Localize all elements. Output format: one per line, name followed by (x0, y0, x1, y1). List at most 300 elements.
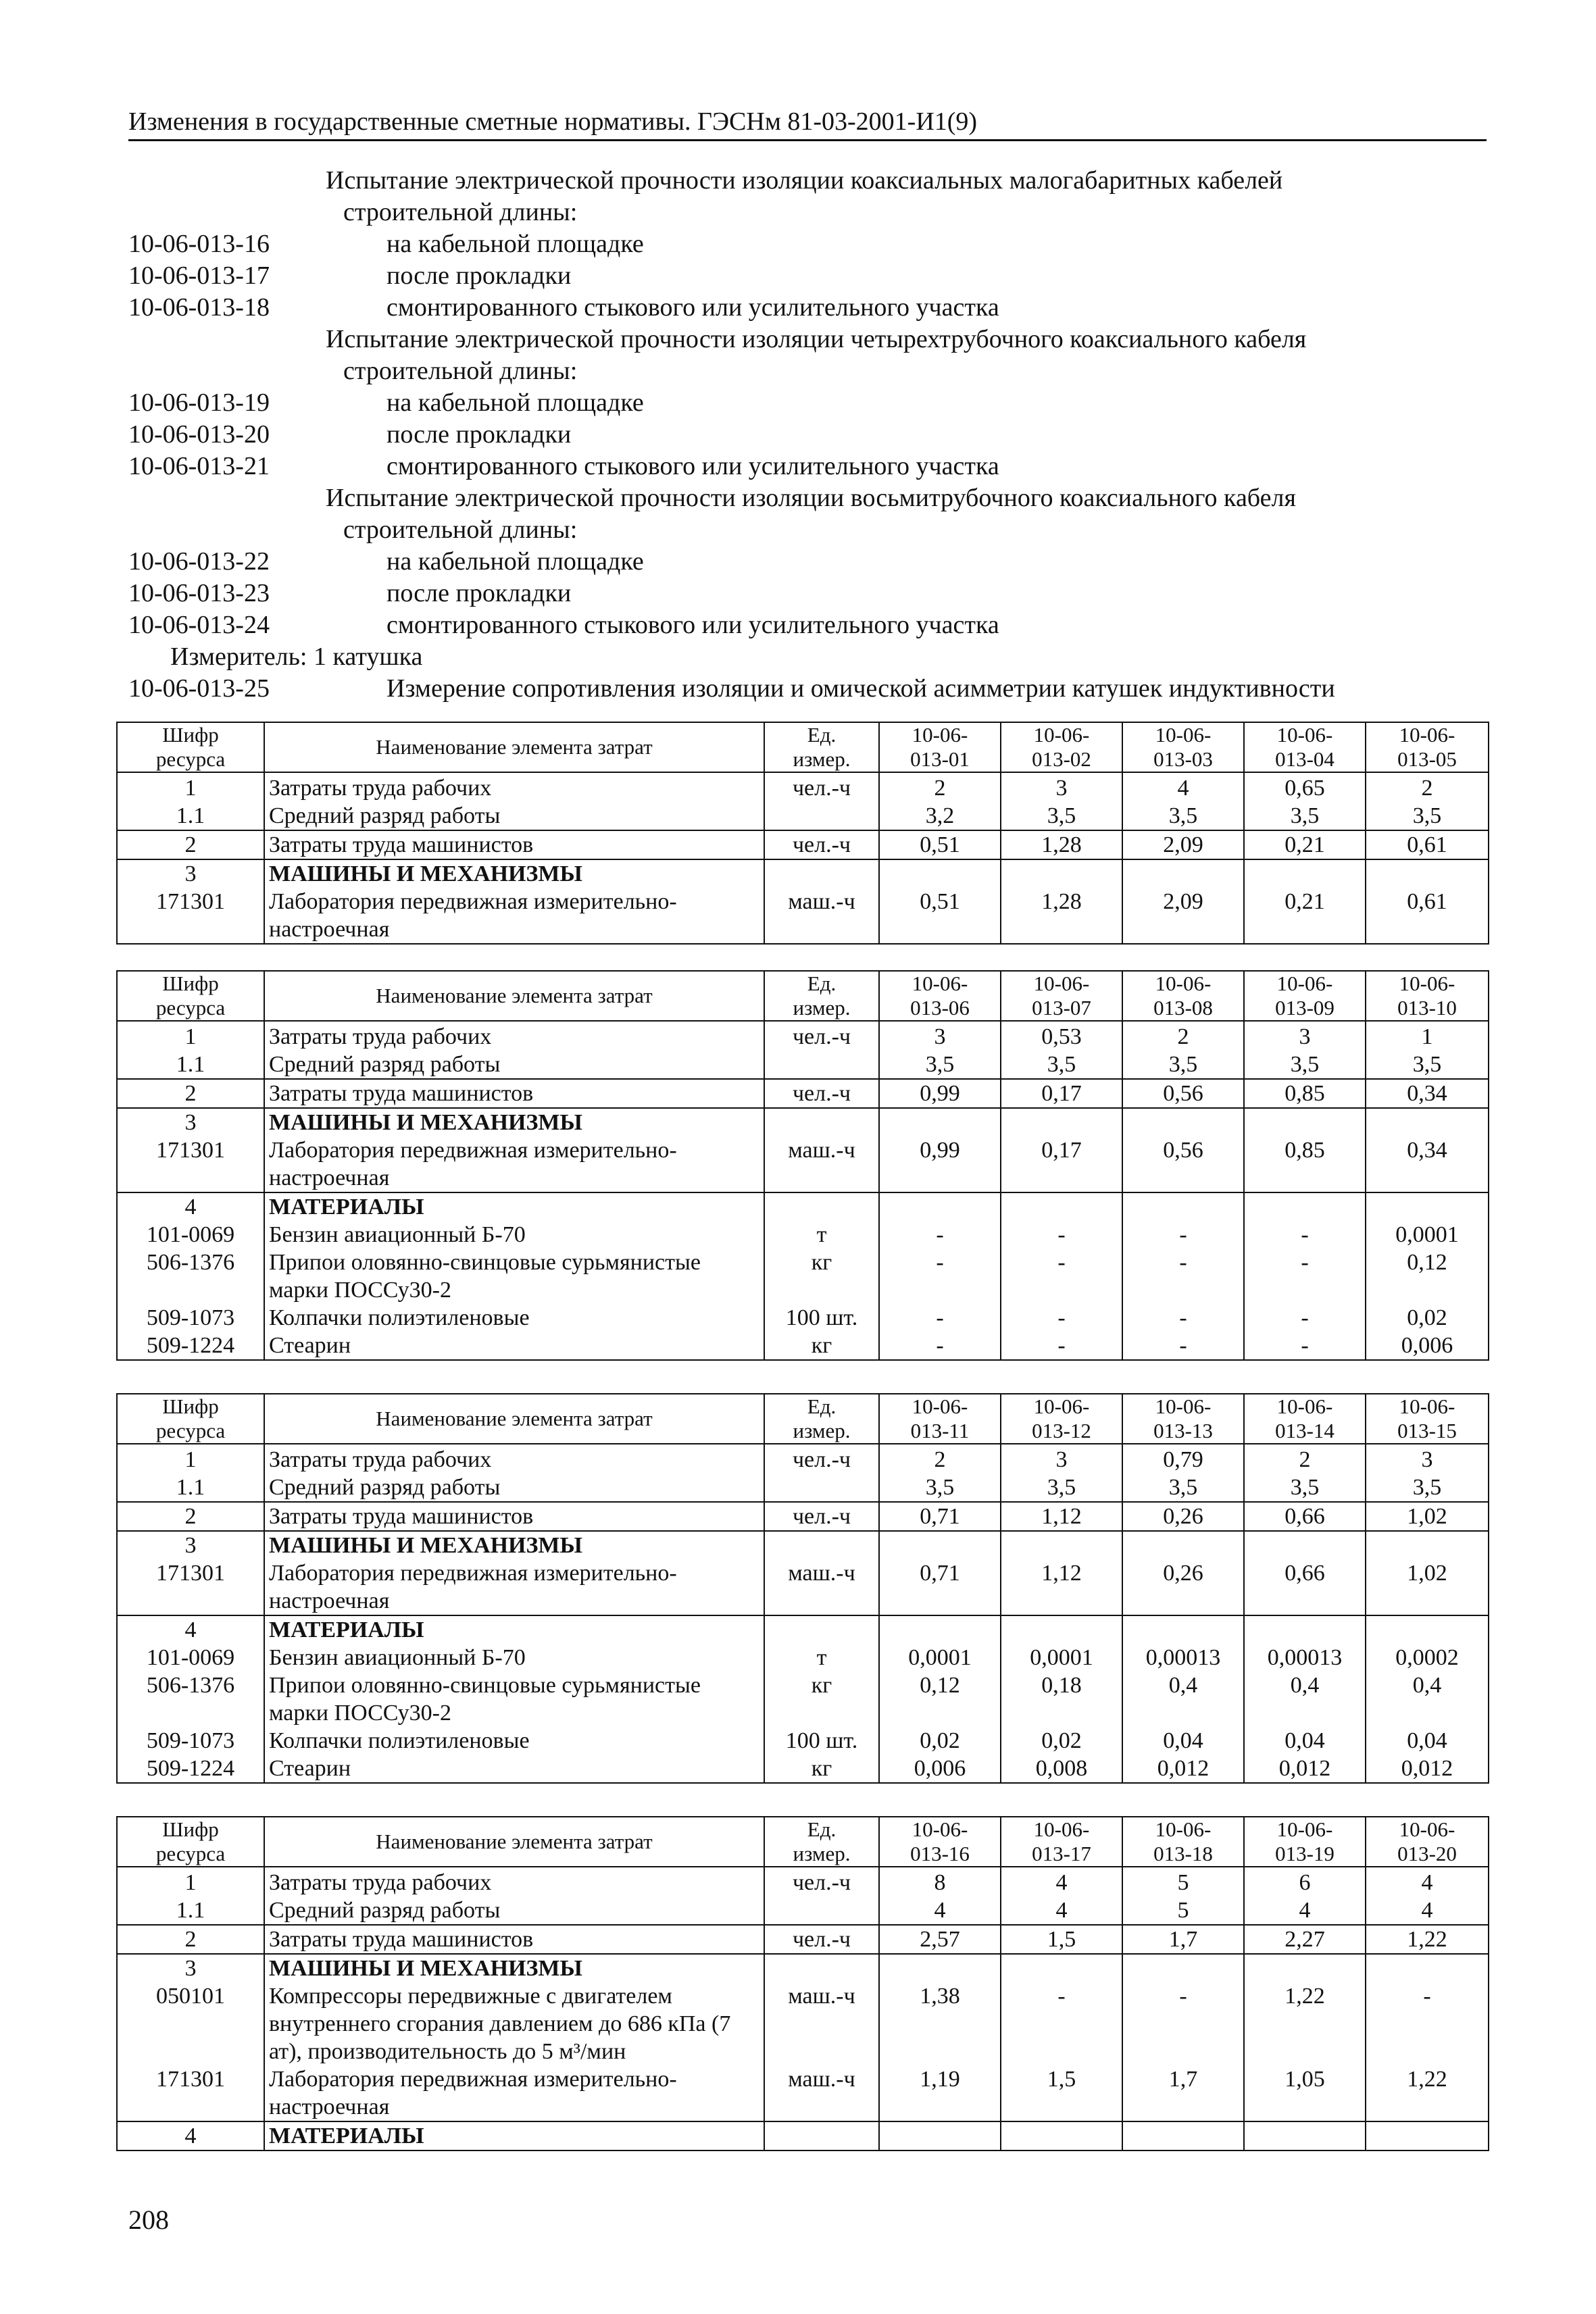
header-norm-column (1366, 1817, 1489, 1867)
group-desc-text: строительной длины: (343, 198, 578, 226)
header-unit (764, 971, 879, 1021)
row-code: 1 (117, 1867, 264, 1896)
measure-unit: Измеритель: 1 катушка (170, 643, 423, 671)
row-unit: т (764, 1644, 879, 1671)
table-row (117, 1502, 1489, 1531)
row-value: 0,18 (1001, 1671, 1122, 1727)
header-norm-prefix: 10-06- (912, 1394, 968, 1418)
row-value: - (1001, 1221, 1122, 1249)
row-name: Лаборатория передвижная измерительно-настроечная (264, 2065, 764, 2121)
row-value (1366, 2121, 1489, 2150)
norm-variant: после прокладки (386, 420, 572, 449)
norm-code-line (128, 419, 1487, 451)
header-norm-column (879, 971, 1001, 1021)
row-name: Лаборатория передвижная измерительно-настроечная (264, 1559, 764, 1615)
header-unit (764, 1817, 879, 1867)
row-value: 2 (879, 1444, 1001, 1474)
group-desc-line (128, 514, 1487, 546)
group-desc-line (128, 482, 1487, 514)
table-header-row (117, 1394, 1489, 1444)
row-unit: кг (764, 1249, 879, 1304)
table-row (117, 802, 1489, 830)
header-name: Наименование элемента затрат (264, 971, 764, 1021)
table-row (117, 1474, 1489, 1502)
row-value: 0,006 (879, 1755, 1001, 1783)
header-norm-column (1001, 971, 1122, 1021)
row-value: 0,56 (1122, 1079, 1244, 1108)
row-value: 3,2 (879, 802, 1001, 830)
row-code: 4 (117, 2121, 264, 2150)
row-value (1366, 1615, 1489, 1644)
row-code: 3 (117, 1954, 264, 1982)
header-code-l1: Шифр (162, 1817, 219, 1841)
row-value: 1,22 (1366, 1925, 1489, 1954)
row-unit (764, 1896, 879, 1925)
norm-variant: Измерение сопротивления изоляции и омической асимметрии катушек индуктивности (386, 674, 1335, 703)
header-norm-prefix: 10-06- (1276, 1817, 1333, 1841)
header-norm-column (1244, 971, 1366, 1021)
row-name: Колпачки полиэтиленовые (264, 1727, 764, 1755)
row-value: 0,0001 (879, 1644, 1001, 1671)
row-unit: чел.-ч (764, 1079, 879, 1108)
row-value: 0,85 (1244, 1079, 1366, 1108)
norm-code-line (128, 578, 1487, 609)
row-unit (764, 1531, 879, 1559)
group-desc-line (128, 355, 1487, 387)
row-value: - (1244, 1249, 1366, 1304)
row-value: 3,5 (1122, 1051, 1244, 1079)
row-value (1001, 2121, 1122, 2150)
row-value: - (879, 1332, 1001, 1360)
row-value: 0,34 (1366, 1136, 1489, 1192)
group-desc-text: строительной длины: (343, 357, 578, 385)
row-value: 3 (879, 1021, 1001, 1051)
row-unit: 100 шт. (764, 1304, 879, 1332)
header-norm-prefix: 10-06- (1033, 972, 1090, 995)
row-value: 1,28 (1001, 888, 1122, 944)
row-value: 0,4 (1122, 1671, 1244, 1727)
row-code: 171301 (117, 1136, 264, 1192)
row-code: 509-1224 (117, 1755, 264, 1783)
norm-code: 10-06-013-16 (128, 230, 270, 258)
header-norm-prefix: 10-06- (1276, 972, 1333, 995)
header-norm-suffix: 013-06 (910, 996, 970, 1020)
table-row (117, 1444, 1489, 1474)
row-value (1001, 1531, 1122, 1559)
row-value: 3,5 (1366, 802, 1489, 830)
norm-variant: смонтированного стыкового или усилительного участка (386, 452, 999, 480)
row-code: 2 (117, 1079, 264, 1108)
row-value: 0,4 (1244, 1671, 1366, 1727)
header-norm-prefix: 10-06- (1033, 1394, 1090, 1418)
norm-code: 10-06-013-18 (128, 293, 270, 322)
row-name: Затраты труда машинистов (264, 1079, 764, 1108)
header-code-l1: Шифр (162, 723, 219, 747)
row-name: Компрессоры передвижные с двигателем внутреннего сгорания давлением до 686 кПа (7 ат), производительность до 5 м³/мин (264, 1982, 764, 2065)
header-norm-prefix: 10-06- (1155, 723, 1212, 747)
row-value: 0,99 (879, 1079, 1001, 1108)
table-row (117, 2065, 1489, 2121)
norm-code-line (128, 546, 1487, 578)
row-value: 1,22 (1366, 2065, 1489, 2121)
header-norm-prefix: 10-06- (1399, 972, 1455, 995)
row-value (879, 1615, 1001, 1644)
row-value (1366, 1954, 1489, 1982)
header-code-l2: ресурса (155, 1842, 226, 1865)
row-value: 1,7 (1122, 2065, 1244, 2121)
header-norm-prefix: 10-06- (1155, 1817, 1212, 1841)
row-name: Средний разряд работы (264, 1896, 764, 1925)
norm-code: 10-06-013-24 (128, 611, 270, 639)
row-name: МАШИНЫ И МЕХАНИЗМЫ (264, 1108, 764, 1136)
row-code: 1.1 (117, 1051, 264, 1079)
row-value: 0,02 (879, 1727, 1001, 1755)
row-value (1001, 1108, 1122, 1136)
row-value: 0,0001 (1001, 1644, 1122, 1671)
row-value: 0,17 (1001, 1136, 1122, 1192)
row-value: 1,38 (879, 1982, 1001, 2065)
header-norm-prefix: 10-06- (912, 723, 968, 747)
row-value: 4 (1001, 1896, 1122, 1925)
norm-code-line (128, 609, 1487, 641)
row-code: 2 (117, 1502, 264, 1531)
row-value: 1,22 (1244, 1982, 1366, 2065)
table-row (117, 1559, 1489, 1615)
row-code: 4 (117, 1192, 264, 1221)
header-unit (764, 1394, 879, 1444)
header-norm-suffix: 013-15 (1397, 1419, 1457, 1442)
header-norm-prefix: 10-06- (1155, 972, 1212, 995)
row-value: 2 (879, 772, 1001, 802)
header-norm-suffix: 013-07 (1032, 996, 1091, 1020)
header-code (117, 1817, 264, 1867)
row-value: 0,79 (1122, 1444, 1244, 1474)
row-value: 1,02 (1366, 1559, 1489, 1615)
row-unit: чел.-ч (764, 772, 879, 802)
row-unit (764, 1615, 879, 1644)
header-norm-prefix: 10-06- (1399, 1817, 1455, 1841)
header-norm-prefix: 10-06- (1399, 1394, 1455, 1418)
table-row (117, 859, 1489, 888)
row-value: 1 (1366, 1021, 1489, 1051)
row-code: 1 (117, 772, 264, 802)
table-row (117, 1221, 1489, 1249)
row-value: 3,5 (879, 1051, 1001, 1079)
norm-variant: после прокладки (386, 579, 572, 607)
row-value: - (1122, 1304, 1244, 1332)
row-value: 1,02 (1366, 1502, 1489, 1531)
table-header-row (117, 1817, 1489, 1867)
table-row (117, 1982, 1489, 2065)
row-value (1122, 1615, 1244, 1644)
row-value (1366, 1531, 1489, 1559)
row-value: 3,5 (1366, 1051, 1489, 1079)
table-header-row (117, 722, 1489, 772)
row-value: - (1122, 1982, 1244, 2065)
row-value: 4 (1366, 1867, 1489, 1896)
row-value: 4 (1001, 1867, 1122, 1896)
measure-line (128, 641, 1487, 673)
row-code: 1 (117, 1444, 264, 1474)
row-value: 0,04 (1244, 1727, 1366, 1755)
row-value (1001, 1192, 1122, 1221)
row-value: 1,28 (1001, 830, 1122, 859)
row-value: 2,57 (879, 1925, 1001, 1954)
page-number: 208 (128, 2205, 169, 2235)
norm-code-line (128, 673, 1487, 705)
row-value: 0,008 (1001, 1755, 1122, 1783)
row-unit: чел.-ч (764, 1925, 879, 1954)
norm-code-line (128, 292, 1487, 324)
row-code: 1.1 (117, 1474, 264, 1502)
row-value: 4 (1366, 1896, 1489, 1925)
row-value (879, 2121, 1001, 2150)
row-value: 0,17 (1001, 1079, 1122, 1108)
row-name: Колпачки полиэтиленовые (264, 1304, 764, 1332)
row-code: 506-1376 (117, 1249, 264, 1304)
row-value: 0,61 (1366, 888, 1489, 944)
header-name: Наименование элемента затрат (264, 722, 764, 772)
row-value: 0,53 (1001, 1021, 1122, 1051)
row-value (1366, 859, 1489, 888)
header-norm-column (1001, 1817, 1122, 1867)
row-unit: кг (764, 1332, 879, 1360)
header-norm-column (1244, 1817, 1366, 1867)
table-row (117, 2121, 1489, 2150)
row-code: 509-1073 (117, 1727, 264, 1755)
row-unit (764, 1192, 879, 1221)
row-value: - (1122, 1249, 1244, 1304)
norm-variant: после прокладки (386, 261, 572, 290)
row-value: 2 (1366, 772, 1489, 802)
row-value (1244, 1192, 1366, 1221)
header-unit-l2: измер. (793, 996, 851, 1020)
resource-table (116, 970, 1489, 1361)
row-value: 3,5 (1001, 1474, 1122, 1502)
row-value: 0,04 (1122, 1727, 1244, 1755)
header-name: Наименование элемента затрат (264, 1817, 764, 1867)
row-code: 506-1376 (117, 1671, 264, 1727)
table-row (117, 1021, 1489, 1051)
header-norm-suffix: 013-18 (1153, 1842, 1213, 1865)
table-row (117, 772, 1489, 802)
row-value: 0,02 (1366, 1304, 1489, 1332)
header-unit-l1: Ед. (807, 1817, 837, 1841)
row-value (879, 1954, 1001, 1982)
header-unit-l1: Ед. (807, 972, 837, 995)
table-row (117, 1079, 1489, 1108)
header-norm-suffix: 013-09 (1275, 996, 1335, 1020)
header-norm-column (1001, 722, 1122, 772)
row-value (879, 1531, 1001, 1559)
row-value: - (1244, 1332, 1366, 1360)
row-value: 3,5 (1122, 1474, 1244, 1502)
header-code (117, 971, 264, 1021)
row-value: 0,56 (1122, 1136, 1244, 1192)
norm-variant: смонтированного стыкового или усилительного участка (386, 293, 999, 322)
header-norm-suffix: 013-03 (1153, 747, 1213, 771)
norm-code: 10-06-013-21 (128, 452, 270, 480)
row-unit: маш.-ч (764, 1136, 879, 1192)
header-unit-l1: Ед. (807, 723, 837, 747)
header-norm-suffix: 013-01 (910, 747, 970, 771)
norm-code-line (128, 260, 1487, 292)
row-value: 0,61 (1366, 830, 1489, 859)
table-row (117, 1192, 1489, 1221)
row-value (1122, 1954, 1244, 1982)
row-value: 2 (1244, 1444, 1366, 1474)
table-row (117, 1896, 1489, 1925)
row-unit: маш.-ч (764, 1982, 879, 2065)
row-name: МАТЕРИАЛЫ (264, 1192, 764, 1221)
table-row (117, 1249, 1489, 1304)
row-unit: маш.-ч (764, 888, 879, 944)
row-value: 0,012 (1122, 1755, 1244, 1783)
row-value (1001, 859, 1122, 888)
header-norm-prefix: 10-06- (1155, 1394, 1212, 1418)
row-name: Средний разряд работы (264, 1474, 764, 1502)
row-name: Средний разряд работы (264, 802, 764, 830)
norm-code-line (128, 228, 1487, 260)
row-value: 2 (1122, 1021, 1244, 1051)
row-value: 0,71 (879, 1502, 1001, 1531)
norm-code: 10-06-013-20 (128, 420, 270, 449)
row-name: Средний разряд работы (264, 1051, 764, 1079)
row-code: 509-1073 (117, 1304, 264, 1332)
row-name: Затраты труда машинистов (264, 830, 764, 859)
group-desc-line (128, 324, 1487, 355)
header-norm-column (1122, 1394, 1244, 1444)
row-unit (764, 2121, 879, 2150)
norm-code-line (128, 451, 1487, 482)
header-norm-column (879, 1394, 1001, 1444)
header-unit-l2: измер. (793, 1419, 851, 1442)
table-row (117, 1051, 1489, 1079)
header-code-l2: ресурса (155, 1419, 226, 1442)
row-value (1244, 1954, 1366, 1982)
header-code-l2: ресурса (155, 996, 226, 1020)
row-value: 0,51 (879, 830, 1001, 859)
resource-table (116, 1393, 1489, 1784)
row-value: 3,5 (1244, 1474, 1366, 1502)
row-value (1122, 859, 1244, 888)
row-value: 0,4 (1366, 1671, 1489, 1727)
running-header: Изменения в государственные сметные нормативы. ГЭСНм 81-03-2001-И1(9) (128, 107, 1487, 141)
row-value: 0,21 (1244, 888, 1366, 944)
row-value: 3,5 (1366, 1474, 1489, 1502)
row-name: МАШИНЫ И МЕХАНИЗМЫ (264, 1954, 764, 1982)
row-name: Затраты труда машинистов (264, 1502, 764, 1531)
row-value: 3,5 (1122, 802, 1244, 830)
row-code: 101-0069 (117, 1221, 264, 1249)
header-unit-l1: Ед. (807, 1394, 837, 1418)
row-value: - (1366, 1982, 1489, 2065)
row-value: 3 (1244, 1021, 1366, 1051)
row-value: 0,51 (879, 888, 1001, 944)
table-row (117, 1755, 1489, 1783)
row-value: 3,5 (1001, 802, 1122, 830)
row-code: 171301 (117, 888, 264, 944)
header-code-l1: Шифр (162, 972, 219, 995)
row-value: - (1001, 1982, 1122, 2065)
row-code: 3 (117, 1531, 264, 1559)
table-row (117, 1108, 1489, 1136)
row-value (879, 1192, 1001, 1221)
row-value (1122, 1192, 1244, 1221)
row-name: Бензин авиационный Б-70 (264, 1221, 764, 1249)
header-unit (764, 722, 879, 772)
header-norm-suffix: 013-10 (1397, 996, 1457, 1020)
table-row (117, 1727, 1489, 1755)
row-value: 0,85 (1244, 1136, 1366, 1192)
row-name: Затраты труда рабочих (264, 1021, 764, 1051)
row-value: 5 (1122, 1896, 1244, 1925)
row-value: 5 (1122, 1867, 1244, 1896)
norm-code: 10-06-013-23 (128, 579, 270, 607)
row-value (1244, 1531, 1366, 1559)
row-value: 2,27 (1244, 1925, 1366, 1954)
row-value (1244, 859, 1366, 888)
row-unit: чел.-ч (764, 830, 879, 859)
header-norm-column (1366, 722, 1489, 772)
table-row (117, 1531, 1489, 1559)
header-norm-prefix: 10-06- (1276, 1394, 1333, 1418)
table-row (117, 1644, 1489, 1671)
row-name: Стеарин (264, 1755, 764, 1783)
header-norm-column (1122, 971, 1244, 1021)
row-value: 0,65 (1244, 772, 1366, 802)
table-header-row (117, 971, 1489, 1021)
row-value: 0,66 (1244, 1502, 1366, 1531)
norm-variant: на кабельной площадке (386, 547, 644, 576)
row-code: 3 (117, 1108, 264, 1136)
header-code-l2: ресурса (155, 747, 226, 771)
row-name: Затраты труда рабочих (264, 772, 764, 802)
row-value: 3,5 (1001, 1051, 1122, 1079)
header-norm-suffix: 013-19 (1275, 1842, 1335, 1865)
row-unit (764, 1108, 879, 1136)
header-norm-column (1244, 1394, 1366, 1444)
header-norm-column (879, 722, 1001, 772)
row-value: - (1001, 1332, 1122, 1360)
row-value: 1,12 (1001, 1559, 1122, 1615)
header-norm-suffix: 013-20 (1397, 1842, 1457, 1865)
header-norm-prefix: 10-06- (1033, 1817, 1090, 1841)
row-value: 0,26 (1122, 1502, 1244, 1531)
header-norm-suffix: 013-14 (1275, 1419, 1335, 1442)
resource-table (116, 1816, 1489, 2151)
row-code: 1 (117, 1021, 264, 1051)
row-unit: кг (764, 1671, 879, 1727)
group-desc-line (128, 197, 1487, 228)
row-name: МАТЕРИАЛЫ (264, 1615, 764, 1644)
row-name: Затраты труда рабочих (264, 1444, 764, 1474)
row-value: 1,5 (1001, 2065, 1122, 2121)
header-norm-column (1122, 722, 1244, 772)
header-norm-suffix: 013-04 (1275, 747, 1335, 771)
row-code: 050101 (117, 1982, 264, 2065)
row-value: 2,09 (1122, 888, 1244, 944)
row-unit: чел.-ч (764, 1444, 879, 1474)
row-name: Припои оловянно-свинцовые сурьмянистые марки ПОССу30-2 (264, 1671, 764, 1727)
row-unit (764, 1954, 879, 1982)
row-name: МАШИНЫ И МЕХАНИЗМЫ (264, 1531, 764, 1559)
group-desc-text: Испытание электрической прочности изоляции четырехтрубочного коаксиального кабеля (326, 325, 1307, 353)
table-row (117, 888, 1489, 944)
header-norm-suffix: 013-13 (1153, 1419, 1213, 1442)
norm-code: 10-06-013-25 (128, 674, 270, 703)
row-value: - (879, 1221, 1001, 1249)
